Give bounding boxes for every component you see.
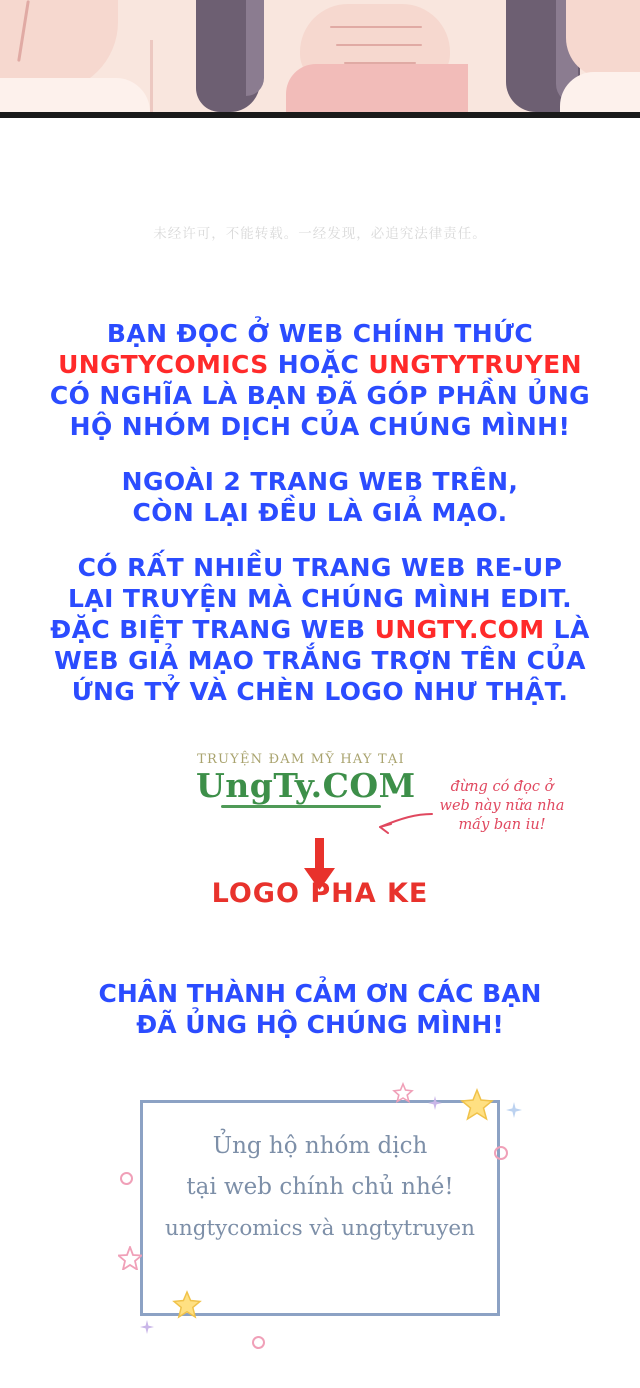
announcement-line: CÓ NGHĨA LÀ BẠN ĐÃ GÓP PHẦN ỦNG [49,381,591,410]
announcement-line: CÒN LẠI ĐỀU LÀ GIẢ MẠO. [132,498,508,527]
figure-right-shoulder [566,0,640,78]
circle-deco-pink-left [120,1172,133,1185]
announcement-paragraph-2 [0,466,640,528]
fake-logo-section [0,752,640,932]
panel-divider-line [150,40,153,112]
thanks-text [0,978,640,1040]
sparkle-icon-purple [428,1096,442,1110]
fake-logo-name: UngTy.COM [196,766,416,805]
curved-arrow-icon [372,810,434,836]
announcement-line: ỨNG TỶ VÀ CHÈN LOGO NHƯ THẬT. [71,677,569,706]
announcement-line-with-sites [0,349,640,380]
announcement-line: LẠI TRUYỆN MÀ CHÚNG MÌNH EDIT. [68,584,572,613]
finger-line-1 [330,26,422,28]
handwritten-line: đừng có đọc ở [450,779,554,795]
handwritten-line: mấy bạn iu! [458,817,546,833]
announcement-paragraph-3 [0,552,640,707]
panel-bottom-border [0,112,640,118]
circle-deco-pink-bottom [252,1336,265,1349]
handwritten-line: web này nữa nha [439,798,565,814]
sleeve-pink [286,64,468,112]
fake-logo [196,752,416,808]
announcement-line: HỘ NHÓM DỊCH CỦA CHÚNG MÌNH! [69,412,571,441]
announcement-line: NGOÀI 2 TRANG WEB TRÊN, [121,467,519,496]
hair-highlight-a [246,0,264,96]
handwritten-warning-note [432,778,572,835]
announcement-line: BẠN ĐỌC Ở WEB CHÍNH THỨC [106,319,534,348]
announcement-line: WEB GIẢ MẠO TRẮNG TRỢN TÊN CỦA [54,646,586,675]
comic-panel [0,0,640,118]
announcement-text [0,318,640,707]
fake-logo-underline [221,805,381,808]
sparkle-icon-blue [506,1102,522,1118]
fake-site-name: UNGTY.COM [374,615,545,644]
star-icon-yellow-top [460,1088,494,1122]
announcement-paragraph-1 [0,318,640,442]
fake-logo-tagline: TRUYỆN ĐAM MỸ HAY TẠI [197,752,405,767]
thanks-line: ĐÃ ỦNG HỘ CHÚNG MÌNH! [136,1010,504,1039]
fake-site-suffix: LÀ [544,615,590,644]
conjunction-hoac: HOẶC [268,350,369,379]
site-name-ungtycomics: UNGTYCOMICS [58,350,269,379]
site-name-ungtytruyen: UNGTYTRUYEN [368,350,582,379]
support-line-3: ungtycomics và ungtytruyen [165,1216,475,1241]
star-icon-pink-small [392,1082,414,1104]
sparkle-icon-purple-bottom [140,1320,154,1334]
support-line-2: tại web chính chủ nhé! [186,1174,454,1200]
circle-deco-pink-right [494,1146,508,1160]
star-icon-pink-left [118,1246,142,1270]
support-card-text [140,1126,500,1249]
thanks-line: CHÂN THÀNH CẢM ƠN CÁC BẠN [98,979,542,1008]
support-line-1: Ủng hộ nhóm dịch [212,1133,428,1159]
copyright-notice: 未经许可，不能转载。一经发现，必追究法律责任。 [153,226,487,242]
star-icon-yellow-bottom [172,1290,202,1320]
fake-logo-caption: LOGO PHA KE [211,878,429,909]
announcement-line: CÓ RẤT NHIỀU TRANG WEB RE-UP [77,553,563,582]
announcement-line-with-fake-site [0,614,640,645]
fake-site-prefix: ĐẶC BIỆT TRANG WEB [50,615,375,644]
finger-line-2 [336,44,422,46]
figure-left-collar [0,78,150,112]
